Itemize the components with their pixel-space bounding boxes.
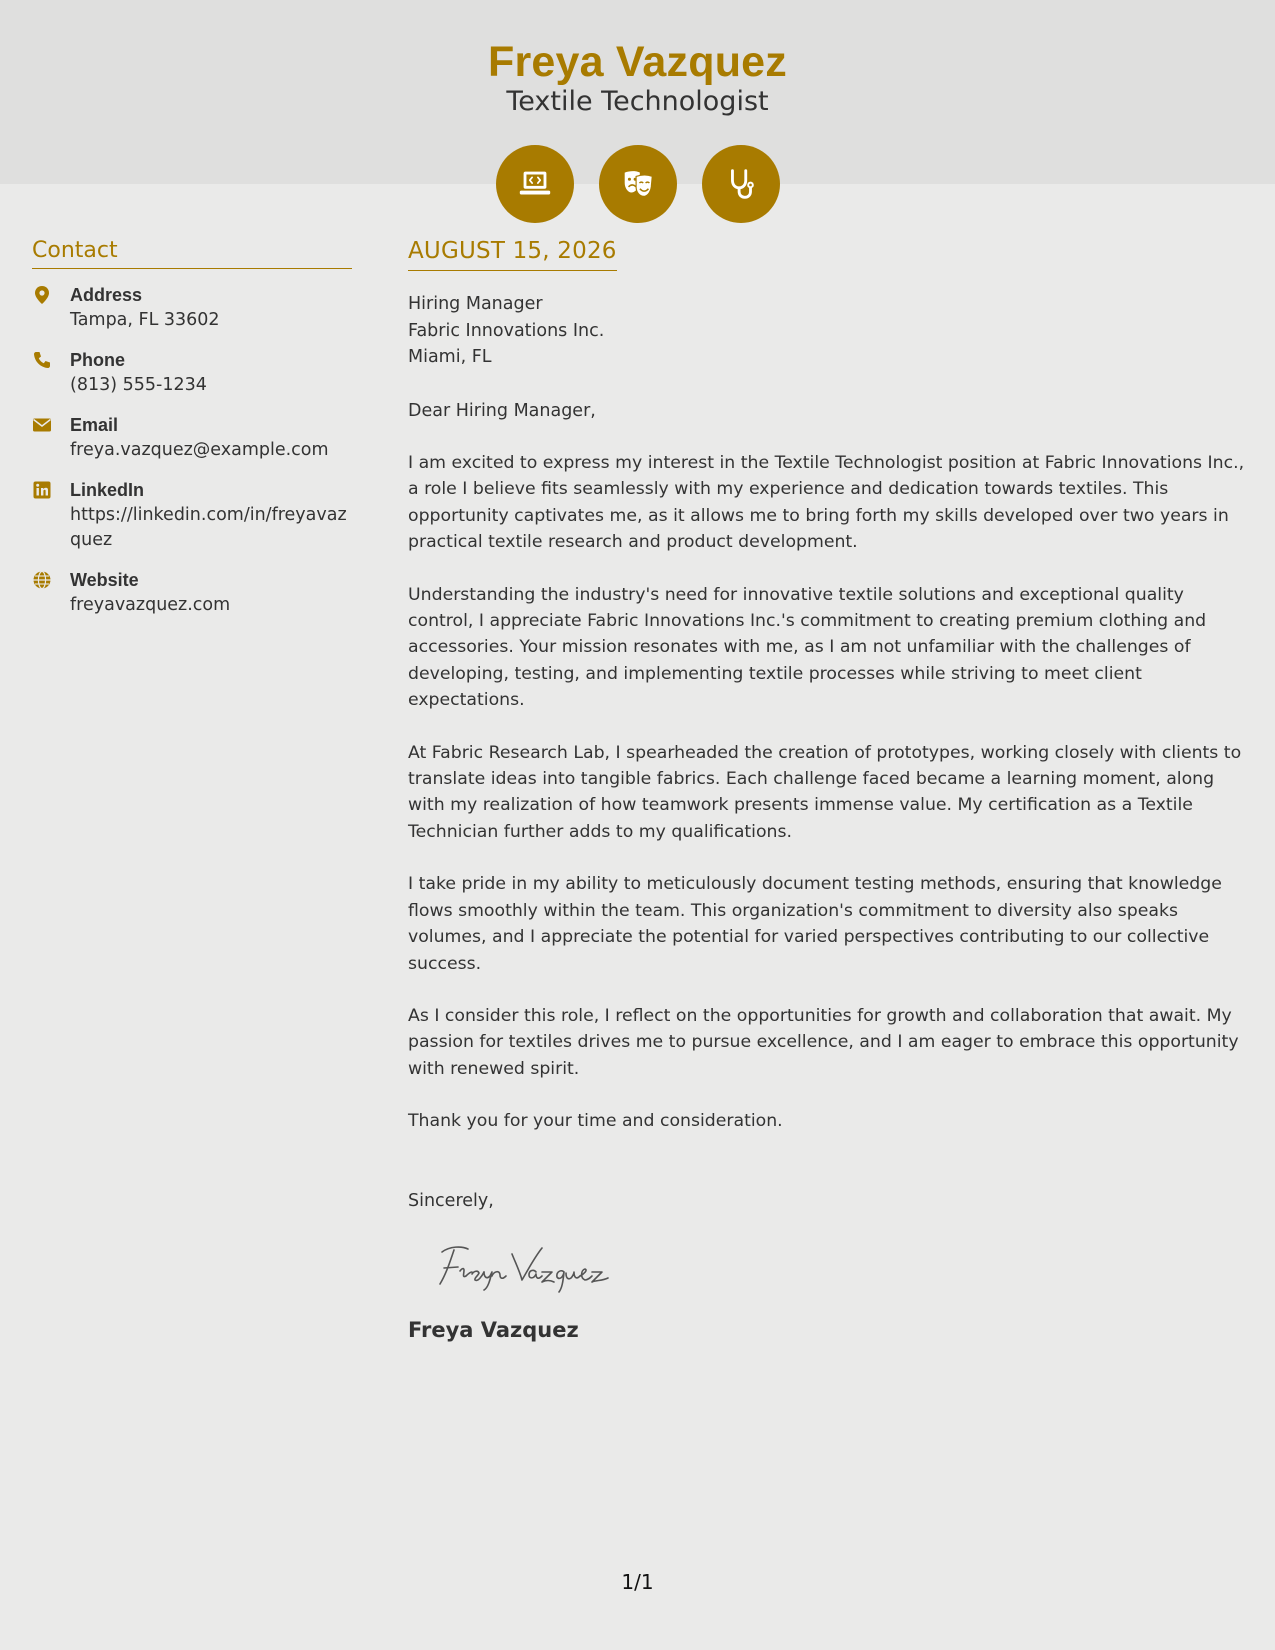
contact-item-phone <box>32 348 352 398</box>
contact-item-website <box>32 568 352 618</box>
letter-paragraph: I take pride in my ability to meticulously document testing methods, ensuring that knowledge flows smoothly within the team. This organization's commitment to diversity also speaks volumes, and I appreciate the potential for varied perspectives contributing to our collective success. <box>408 874 1222 974</box>
header-icon-row <box>0 145 1275 223</box>
sidebar <box>32 238 352 633</box>
recipient-line: Miami, FL <box>408 347 492 367</box>
closing: Sincerely, <box>408 1190 494 1211</box>
contact-label: Email <box>70 415 119 435</box>
contact-item-linkedin <box>32 478 352 553</box>
contact-item-address <box>32 283 352 333</box>
job-title: Textile Technologist <box>506 86 769 117</box>
salutation: Dear Hiring Manager, <box>408 400 596 421</box>
map-marker-icon <box>32 283 70 333</box>
contact-label: Phone <box>70 350 126 370</box>
linkedin-icon <box>32 478 70 553</box>
envelope-icon <box>32 413 70 463</box>
signer-name: Freya Vazquez <box>408 1318 579 1343</box>
contact-heading: Contact <box>32 238 352 269</box>
contact-value-email: freya.vazquez@example.com <box>70 440 329 460</box>
recipient-line: Hiring Manager <box>408 294 543 314</box>
globe-icon <box>32 568 70 618</box>
letter-paragraph: Understanding the industry's need for innovative textile solutions and exceptional quality control, I appreciate Fabric Innovations Inc.'s commitment to creating premium clothing and accessories. Your mission resonates with me, as I am not unfamiliar with the challenges of developing, testing, and implementing textile processes while striving to meet client expectations. <box>408 584 1207 711</box>
letter-paragraph: I am excited to express my interest in the Textile Technologist position at Fabric Innovations Inc., a role I believe fits seamlessly with my experience and dedication towards textiles. This opportunity captivates me, as it allows me to bring forth my skills developed over two years in practical textile research and product development. <box>408 453 1245 553</box>
contact-value-website: freyavazquez.com <box>70 595 231 615</box>
contact-item-email <box>32 413 352 463</box>
contact-label: LinkedIn <box>70 480 145 500</box>
contact-value-phone: (813) 555-1234 <box>70 375 207 395</box>
phone-icon <box>32 348 70 398</box>
letter-paragraph: At Fabric Research Lab, I spearheaded the creation of prototypes, working closely with clients to translate ideas into tangible fabrics. Each challenge faced became a learning moment, along with my realization of how teamwork presents immense value. My certification as a Textile Technician further adds to my qualifications. <box>408 742 1242 842</box>
letter-body <box>408 238 1253 1342</box>
letter-date: AUGUST 15, 2026 <box>408 238 617 271</box>
recipient-line: Fabric Innovations Inc. <box>408 320 605 341</box>
laptop-code-icon <box>496 145 574 223</box>
contact-label: Address <box>70 285 143 305</box>
page-number: 1/1 <box>621 1570 654 1594</box>
candidate-name: Freya Vazquez <box>488 38 787 86</box>
handwritten-signature <box>428 1238 1253 1298</box>
contact-label: Website <box>70 570 139 590</box>
theater-masks-icon <box>599 145 677 223</box>
letter-paragraph: As I consider this role, I reflect on the opportunities for growth and collaboration that await. My passion for textiles drives me to pursue excellence, and I am eager to embrace this opportunity with renewed spirit. <box>408 1005 1239 1079</box>
stethoscope-icon <box>702 145 780 223</box>
contact-list <box>32 283 352 618</box>
contact-value-linkedin: https://linkedin.com/in/freyavazquez <box>70 505 347 550</box>
signature-drawing <box>428 1238 668 1294</box>
recipient-block <box>408 291 1253 371</box>
contact-value-address: Tampa, FL 33602 <box>70 310 220 330</box>
letter-paragraph: Thank you for your time and consideration. <box>408 1111 783 1132</box>
